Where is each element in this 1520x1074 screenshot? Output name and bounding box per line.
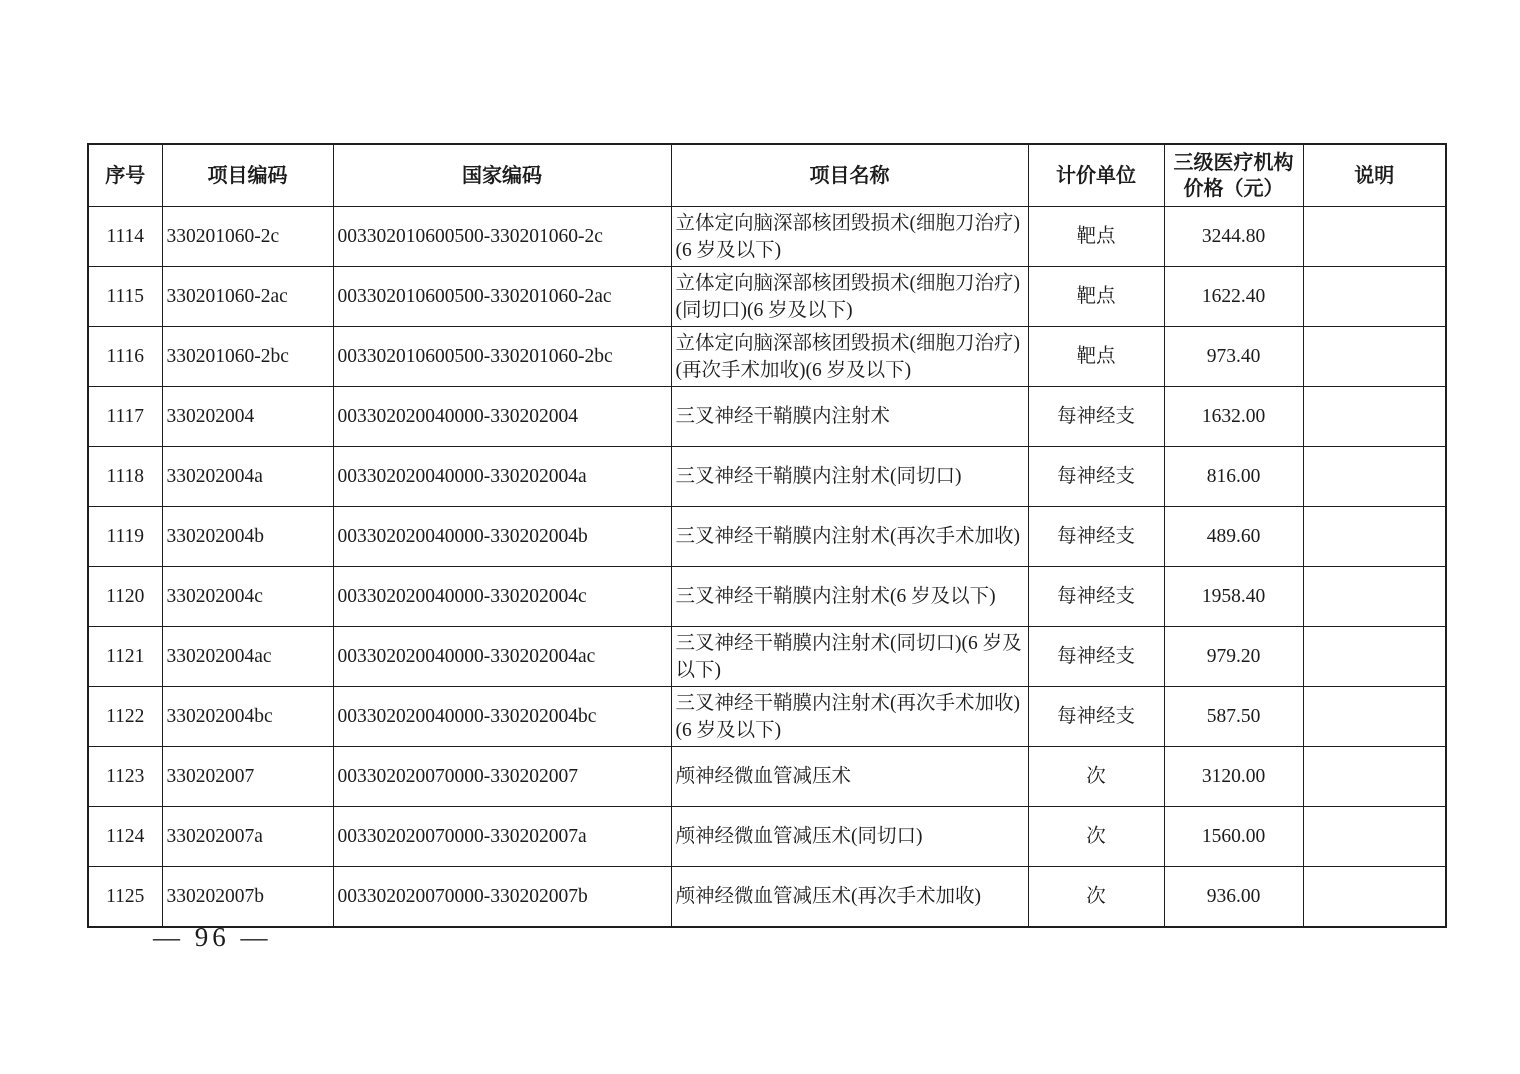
cell-item-code: 330202004c: [162, 567, 333, 627]
cell-item-name: 三叉神经干鞘膜内注射术(再次手术加收)(6 岁及以下): [671, 687, 1028, 747]
col-header-price: [1164, 144, 1303, 207]
cell-national-code: 003302010600500-330201060-2ac: [333, 267, 671, 327]
cell-national-code: 003302010600500-330201060-2bc: [333, 327, 671, 387]
cell-unit: 靶点: [1028, 327, 1164, 387]
cell-item-code: 330201060-2c: [162, 207, 333, 267]
cell-seq: 1116: [88, 327, 162, 387]
cell-item-name: 三叉神经干鞘膜内注射术(同切口)(6 岁及以下): [671, 627, 1028, 687]
cell-unit: 次: [1028, 867, 1164, 928]
cell-item-name: 三叉神经干鞘膜内注射术(再次手术加收): [671, 507, 1028, 567]
cell-note: [1303, 567, 1446, 627]
col-header-note: 说明: [1303, 144, 1446, 207]
cell-note: [1303, 447, 1446, 507]
cell-seq: 1122: [88, 687, 162, 747]
cell-unit: 靶点: [1028, 207, 1164, 267]
cell-item-code: 330201060-2bc: [162, 327, 333, 387]
cell-seq: 1119: [88, 507, 162, 567]
cell-price: 587.50: [1164, 687, 1303, 747]
table-row: [88, 567, 1446, 627]
col-header-national-code: 国家编码: [333, 144, 671, 207]
cell-item-code: 330202004ac: [162, 627, 333, 687]
cell-item-code: 330202007a: [162, 807, 333, 867]
cell-price: 979.20: [1164, 627, 1303, 687]
table-row: [88, 627, 1446, 687]
col-header-item-name: 项目名称: [671, 144, 1028, 207]
cell-note: [1303, 627, 1446, 687]
cell-note: [1303, 507, 1446, 567]
cell-note: [1303, 327, 1446, 387]
cell-seq: 1115: [88, 267, 162, 327]
col-header-unit: 计价单位: [1028, 144, 1164, 207]
col-header-price-line2: 价格（元）: [1183, 177, 1284, 200]
table-row: [88, 807, 1446, 867]
cell-price: 1632.00: [1164, 387, 1303, 447]
col-header-item-code: 项目编码: [162, 144, 333, 207]
cell-national-code: 003302020070000-330202007a: [333, 807, 671, 867]
cell-item-name: 三叉神经干鞘膜内注射术(同切口): [671, 447, 1028, 507]
cell-seq: 1120: [88, 567, 162, 627]
cell-price: 816.00: [1164, 447, 1303, 507]
cell-national-code: 003302010600500-330201060-2c: [333, 207, 671, 267]
cell-national-code: 003302020040000-330202004b: [333, 507, 671, 567]
cell-unit: 每神经支: [1028, 507, 1164, 567]
table-row: [88, 687, 1446, 747]
cell-item-code: 330202004: [162, 387, 333, 447]
cell-price: 1958.40: [1164, 567, 1303, 627]
cell-note: [1303, 807, 1446, 867]
col-header-seq: 序号: [88, 144, 162, 207]
cell-note: [1303, 687, 1446, 747]
cell-note: [1303, 387, 1446, 447]
medical-price-table: [87, 143, 1447, 928]
cell-price: 3244.80: [1164, 207, 1303, 267]
table-row: [88, 207, 1446, 267]
cell-national-code: 003302020070000-330202007b: [333, 867, 671, 928]
table-row: [88, 867, 1446, 928]
cell-national-code: 003302020040000-330202004c: [333, 567, 671, 627]
cell-seq: 1125: [88, 867, 162, 928]
cell-seq: 1118: [88, 447, 162, 507]
cell-price: 489.60: [1164, 507, 1303, 567]
table-row: [88, 447, 1446, 507]
cell-national-code: 003302020070000-330202007: [333, 747, 671, 807]
cell-item-name: 颅神经微血管减压术(同切口): [671, 807, 1028, 867]
cell-price: 1560.00: [1164, 807, 1303, 867]
page-number: — 96 —: [153, 922, 272, 952]
cell-item-name: 三叉神经干鞘膜内注射术: [671, 387, 1028, 447]
table-row: [88, 387, 1446, 447]
cell-unit: 次: [1028, 747, 1164, 807]
cell-unit: 每神经支: [1028, 567, 1164, 627]
cell-unit: 次: [1028, 807, 1164, 867]
table-row: [88, 747, 1446, 807]
cell-unit: 每神经支: [1028, 627, 1164, 687]
cell-seq: 1114: [88, 207, 162, 267]
cell-unit: 每神经支: [1028, 387, 1164, 447]
cell-seq: 1123: [88, 747, 162, 807]
cell-item-code: 330202004a: [162, 447, 333, 507]
col-header-price-line1: 三级医疗机构: [1173, 151, 1294, 174]
table-row: [88, 327, 1446, 387]
cell-unit: 每神经支: [1028, 687, 1164, 747]
cell-item-name: 颅神经微血管减压术: [671, 747, 1028, 807]
cell-item-code: 330201060-2ac: [162, 267, 333, 327]
cell-note: [1303, 747, 1446, 807]
cell-item-name: 三叉神经干鞘膜内注射术(6 岁及以下): [671, 567, 1028, 627]
cell-item-name: 立体定向脑深部核团毁损术(细胞刀治疗)(同切口)(6 岁及以下): [671, 267, 1028, 327]
cell-price: 3120.00: [1164, 747, 1303, 807]
cell-price: 1622.40: [1164, 267, 1303, 327]
cell-item-code: 330202004b: [162, 507, 333, 567]
cell-note: [1303, 867, 1446, 928]
cell-national-code: 003302020040000-330202004a: [333, 447, 671, 507]
cell-seq: 1124: [88, 807, 162, 867]
cell-item-code: 330202004bc: [162, 687, 333, 747]
cell-item-name: 立体定向脑深部核团毁损术(细胞刀治疗)(再次手术加收)(6 岁及以下): [671, 327, 1028, 387]
cell-note: [1303, 267, 1446, 327]
header-row: [88, 144, 1446, 207]
table-row: [88, 267, 1446, 327]
cell-price: 936.00: [1164, 867, 1303, 928]
cell-unit: 每神经支: [1028, 447, 1164, 507]
cell-item-name: 颅神经微血管减压术(再次手术加收): [671, 867, 1028, 928]
cell-national-code: 003302020040000-330202004bc: [333, 687, 671, 747]
cell-national-code: 003302020040000-330202004: [333, 387, 671, 447]
cell-seq: 1117: [88, 387, 162, 447]
cell-unit: 靶点: [1028, 267, 1164, 327]
cell-item-code: 330202007b: [162, 867, 333, 928]
table-row: [88, 507, 1446, 567]
cell-item-code: 330202007: [162, 747, 333, 807]
cell-item-name: 立体定向脑深部核团毁损术(细胞刀治疗)(6 岁及以下): [671, 207, 1028, 267]
cell-seq: 1121: [88, 627, 162, 687]
cell-national-code: 003302020040000-330202004ac: [333, 627, 671, 687]
cell-price: 973.40: [1164, 327, 1303, 387]
cell-note: [1303, 207, 1446, 267]
